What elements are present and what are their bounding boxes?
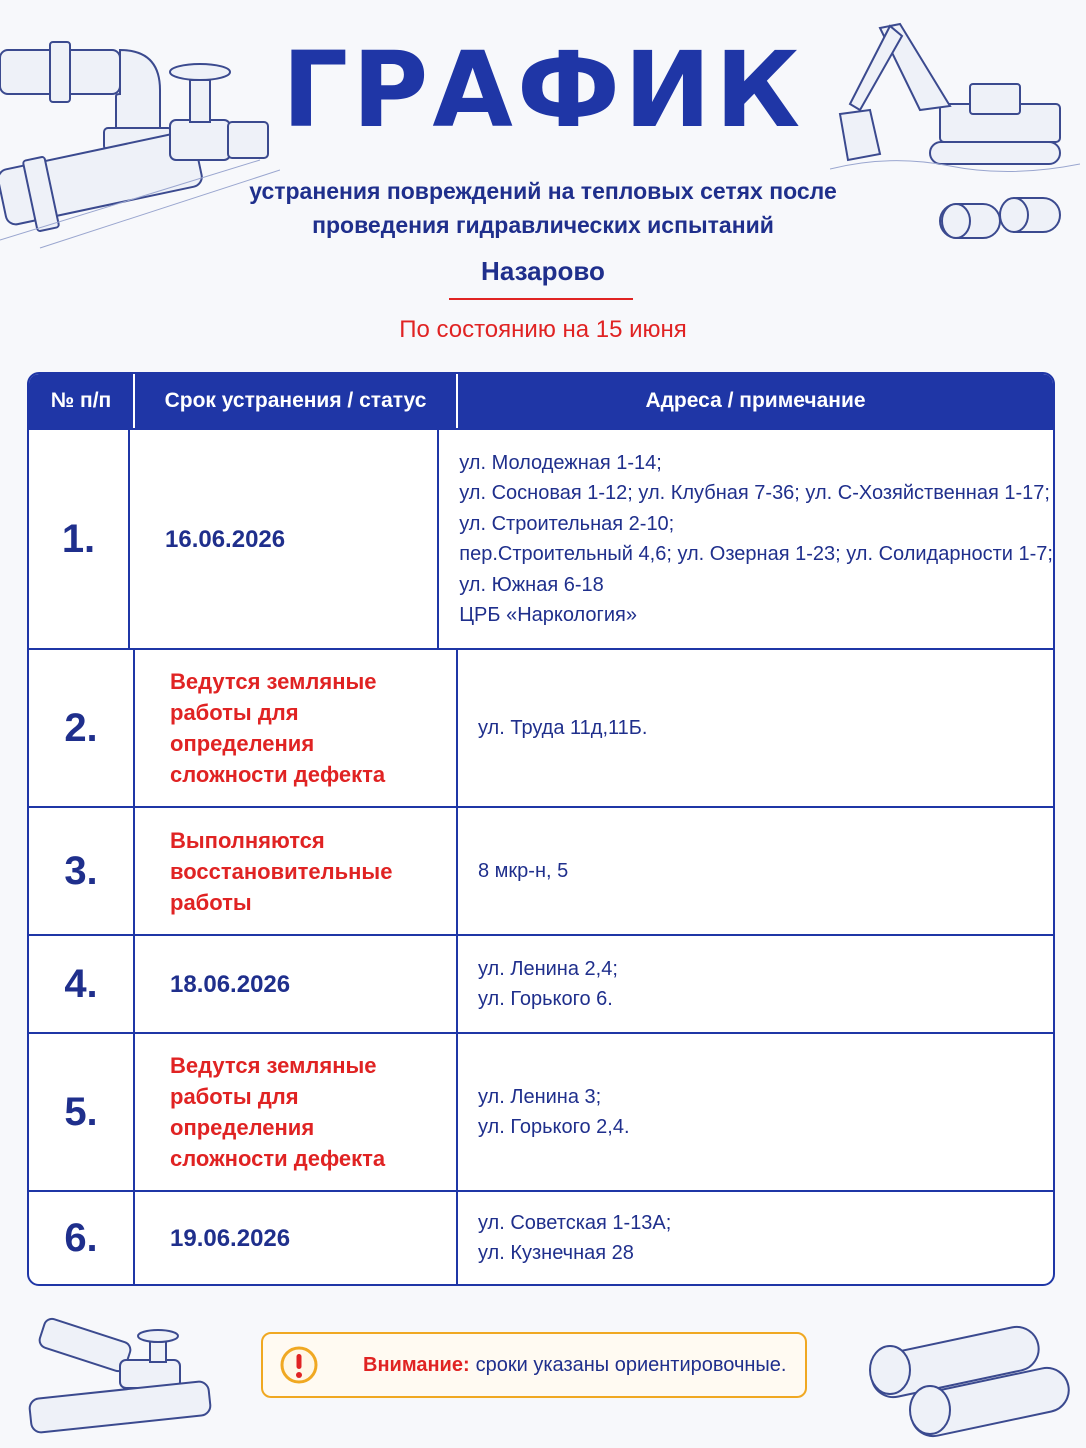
row-addresses bbox=[458, 808, 1053, 934]
row-status: 16.06.2026 bbox=[130, 430, 439, 648]
table-row bbox=[29, 648, 1053, 806]
header-status: Срок устранения / статус bbox=[135, 374, 458, 428]
table-row bbox=[29, 934, 1053, 1032]
address-line: ул. Советская 1-13А; bbox=[478, 1211, 672, 1234]
schedule-table bbox=[27, 372, 1055, 1286]
header-addresses: Адреса / примечание bbox=[645, 389, 866, 412]
row-number: 5. bbox=[29, 1034, 135, 1190]
address-line: ул. Сосновая 1-12; ул. Клубная 7-36; ул. С-Хозяйственная 1-17; bbox=[459, 482, 1050, 504]
notice-label: Внимание: bbox=[363, 1353, 470, 1376]
pipe-sections-illustration-top bbox=[930, 186, 1070, 256]
row-addresses bbox=[458, 1192, 1053, 1284]
table-row bbox=[29, 806, 1053, 934]
row-status: 19.06.2026 bbox=[135, 1192, 458, 1284]
row-status bbox=[135, 650, 458, 806]
table-row bbox=[29, 1190, 1053, 1284]
row-addresses bbox=[439, 430, 1053, 648]
address-line: 8 мкр-н, 5 bbox=[478, 859, 569, 882]
status-line: сложности дефекта bbox=[170, 1146, 386, 1171]
table-header bbox=[29, 374, 1053, 428]
status-line: Ведутся земляные bbox=[170, 669, 377, 694]
address-line: ул. Ленина 3; bbox=[478, 1085, 602, 1108]
status-line: Выполняются bbox=[170, 827, 325, 853]
row-addresses bbox=[458, 650, 1053, 806]
address-line: ул. Труда 11д,11Б. bbox=[478, 716, 648, 739]
row-addresses bbox=[458, 936, 1053, 1032]
warning-icon bbox=[279, 1345, 319, 1385]
row-status: 18.06.2026 bbox=[135, 936, 458, 1032]
row-status bbox=[135, 808, 458, 934]
page-title: ГРАФИК bbox=[281, 29, 805, 151]
row-number: 2. bbox=[29, 650, 135, 806]
as-of-date: По состоянию на 15 июня bbox=[399, 316, 687, 343]
address-line: ул. Горького 6. bbox=[478, 988, 613, 1010]
row-addresses bbox=[458, 1034, 1053, 1190]
row-number: 1. bbox=[29, 430, 130, 648]
page-subtitle bbox=[160, 174, 926, 242]
row-status bbox=[135, 1034, 458, 1190]
address-line: ул. Молодежная 1-14; bbox=[459, 451, 662, 474]
row-number: 3. bbox=[29, 808, 135, 934]
address-line: ул. Строительная 2-10; bbox=[459, 512, 675, 535]
row-number: 6. bbox=[29, 1192, 135, 1284]
table-row bbox=[29, 1032, 1053, 1190]
city-underline bbox=[449, 298, 633, 300]
address-line: ул. Кузнечная 28 bbox=[478, 1242, 634, 1264]
status-line: определения bbox=[170, 731, 315, 756]
subtitle-line-2: проведения гидравлических испытаний bbox=[312, 212, 774, 238]
address-line: пер.Строительный 4,6; ул. Озерная 1-23; ул. Солидарности 1-7; bbox=[459, 543, 1053, 565]
city-name: Назарово bbox=[481, 256, 605, 286]
status-line: работы для bbox=[170, 700, 299, 725]
status-line: сложности дефекта bbox=[170, 762, 386, 787]
address-line: ул. Горького 2,4. bbox=[478, 1116, 630, 1138]
header-number: № п/п bbox=[29, 374, 135, 428]
status-line: Ведутся земляные bbox=[170, 1053, 377, 1078]
address-line: ул. Южная 6-18 bbox=[459, 573, 604, 596]
status-line: работы bbox=[170, 889, 252, 915]
table-row bbox=[29, 428, 1053, 648]
status-line: работы для bbox=[170, 1084, 299, 1109]
pipe-sections-illustration-bottom bbox=[850, 1320, 1080, 1440]
status-line: определения bbox=[170, 1115, 315, 1140]
status-line: восстановительные bbox=[170, 858, 393, 884]
address-line: ул. Ленина 2,4; bbox=[478, 957, 618, 980]
pipe-valve-illustration-bottom bbox=[20, 1310, 250, 1440]
notice-text bbox=[363, 1354, 787, 1377]
address-line: ЦРБ «Наркология» bbox=[459, 604, 637, 626]
row-number: 4. bbox=[29, 936, 135, 1032]
notice-message: сроки указаны ориентировочные. bbox=[475, 1353, 787, 1376]
subtitle-line-1: устранения повреждений на тепловых сетях после bbox=[249, 178, 837, 204]
notice-box bbox=[261, 1332, 807, 1398]
